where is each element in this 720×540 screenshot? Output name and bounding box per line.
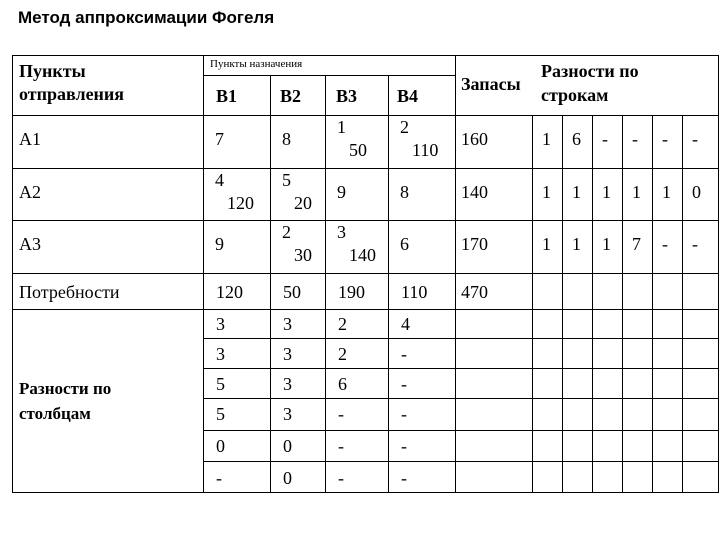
- column-difference: -: [401, 374, 407, 394]
- origin-label-a2: А2: [19, 182, 41, 202]
- column-difference: 5: [216, 404, 225, 424]
- row-difference: 1: [632, 182, 641, 202]
- column-difference: -: [338, 468, 344, 488]
- col-divider: [652, 115, 653, 492]
- row-divider: [203, 338, 719, 339]
- row-difference: 0: [692, 182, 701, 202]
- page-title: Метод аппроксимации Фогеля: [18, 8, 275, 27]
- origins-header: отправления: [19, 84, 125, 104]
- row-divider: [12, 273, 719, 274]
- allocated-amount: 30: [294, 245, 312, 265]
- origin-label-a3: А3: [19, 234, 41, 254]
- row-differences-header: строкам: [541, 85, 609, 105]
- transport-cost: 9: [337, 182, 346, 202]
- column-difference: -: [338, 436, 344, 456]
- row-divider: [203, 368, 719, 369]
- col-divider: [455, 55, 456, 492]
- column-difference: -: [401, 344, 407, 364]
- row-difference: 1: [572, 234, 581, 254]
- origins-header: Пункты: [19, 61, 86, 81]
- transport-cost: 1: [337, 117, 346, 137]
- transport-cost: 7: [215, 129, 224, 149]
- destination-header-b2: В2: [280, 86, 302, 106]
- column-difference: -: [401, 436, 407, 456]
- supply-value: 170: [461, 234, 488, 254]
- col-divider: [592, 115, 593, 492]
- column-difference: 2: [338, 314, 347, 334]
- demand-label: Потребности: [19, 282, 120, 302]
- row-divider: [12, 168, 719, 169]
- transport-cost: 8: [400, 182, 409, 202]
- column-difference: 3: [216, 314, 225, 334]
- col-divider: [682, 115, 683, 492]
- demand-value: 120: [216, 282, 243, 302]
- row-difference: 1: [662, 182, 671, 202]
- column-difference: 3: [283, 314, 292, 334]
- col-divider: [270, 75, 271, 492]
- row-divider: [12, 115, 719, 116]
- transport-cost: 4: [215, 170, 224, 190]
- row-difference: 1: [542, 129, 551, 149]
- column-difference: 0: [283, 468, 292, 488]
- col-divider: [325, 75, 326, 492]
- transport-cost: 2: [282, 222, 291, 242]
- column-difference: 2: [338, 344, 347, 364]
- supply-header: Запасы: [461, 74, 521, 94]
- row-difference: -: [662, 129, 668, 149]
- demand-value: 110: [401, 282, 428, 302]
- row-divider: [12, 309, 719, 310]
- row-differences-header: Разности по: [541, 61, 639, 81]
- table-border-right: [718, 55, 719, 492]
- transport-cost: 5: [282, 170, 291, 190]
- row-difference: 1: [602, 182, 611, 202]
- destinations-header: Пункты назначения: [210, 58, 303, 70]
- destinations-header-divider: [203, 75, 455, 76]
- row-divider: [12, 220, 719, 221]
- row-difference: 6: [572, 129, 581, 149]
- column-difference: 3: [283, 404, 292, 424]
- col-divider: [622, 115, 623, 492]
- column-difference: -: [216, 468, 222, 488]
- destination-header-b1: В1: [216, 86, 238, 106]
- destination-header-b4: В4: [397, 86, 419, 106]
- column-difference: 0: [216, 436, 225, 456]
- column-difference: -: [401, 468, 407, 488]
- row-difference: -: [662, 234, 668, 254]
- transport-cost: 9: [215, 234, 224, 254]
- column-differences-label: столбцам: [19, 404, 91, 423]
- row-difference: -: [602, 129, 608, 149]
- transport-cost: 2: [400, 117, 409, 137]
- transport-cost: 6: [400, 234, 409, 254]
- vogel-table: [12, 55, 719, 492]
- col-divider: [562, 115, 563, 492]
- row-difference: -: [692, 129, 698, 149]
- row-difference: -: [632, 129, 638, 149]
- allocated-amount: 120: [227, 193, 254, 213]
- row-difference: 1: [542, 182, 551, 202]
- transport-cost: 8: [282, 129, 291, 149]
- table-border-bottom: [12, 492, 719, 493]
- destination-header-b3: В3: [336, 86, 358, 106]
- demand-value: 190: [338, 282, 365, 302]
- row-difference: 1: [572, 182, 581, 202]
- column-differences-label: Разности по: [19, 379, 112, 398]
- col-divider: [203, 55, 204, 492]
- supply-value: 160: [461, 129, 488, 149]
- table-border-top: [12, 55, 719, 56]
- col-divider: [388, 75, 389, 492]
- col-divider: [532, 115, 533, 492]
- row-difference: 1: [602, 234, 611, 254]
- column-difference: 3: [283, 344, 292, 364]
- column-difference: 5: [216, 374, 225, 394]
- row-divider: [203, 461, 719, 462]
- row-difference: 1: [542, 234, 551, 254]
- column-difference: 3: [216, 344, 225, 364]
- column-difference: 0: [283, 436, 292, 456]
- column-difference: 3: [283, 374, 292, 394]
- column-difference: 6: [338, 374, 347, 394]
- column-difference: 4: [401, 314, 410, 334]
- allocated-amount: 50: [349, 140, 367, 160]
- row-divider: [203, 430, 719, 431]
- allocated-amount: 20: [294, 193, 312, 213]
- transport-cost: 3: [337, 222, 346, 242]
- allocated-amount: 110: [412, 140, 439, 160]
- origin-label-a1: А1: [19, 129, 41, 149]
- column-difference: -: [401, 404, 407, 424]
- row-difference: -: [692, 234, 698, 254]
- demand-value: 50: [283, 282, 301, 302]
- supply-value: 140: [461, 182, 488, 202]
- allocated-amount: 140: [349, 245, 376, 265]
- total-value: 470: [461, 282, 488, 302]
- column-difference: -: [338, 404, 344, 424]
- row-difference: 7: [632, 234, 641, 254]
- table-border-left: [12, 55, 13, 492]
- row-divider: [203, 398, 719, 399]
